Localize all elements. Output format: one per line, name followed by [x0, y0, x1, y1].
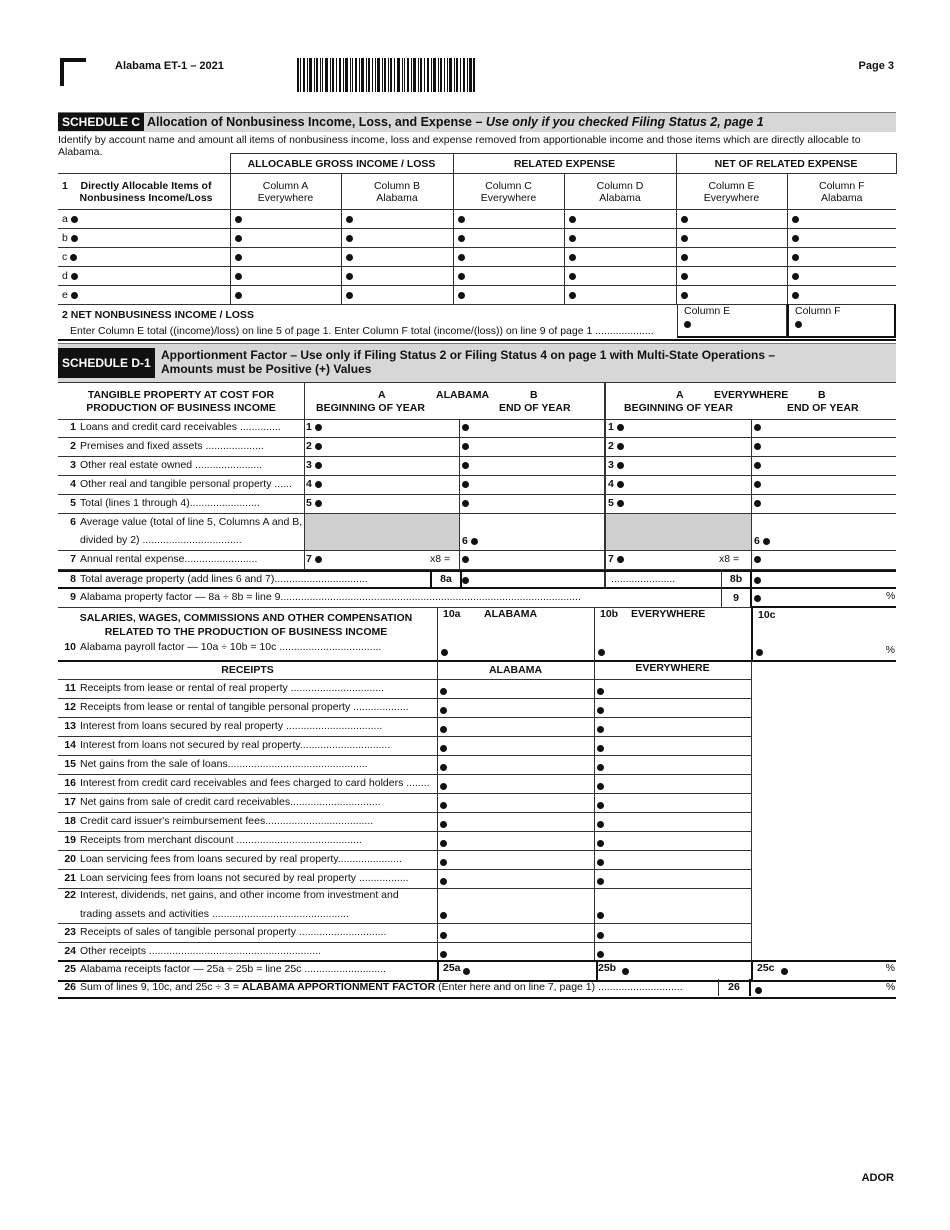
line-15-everywhere[interactable] [597, 761, 604, 773]
barcode-image [297, 58, 475, 92]
line-7-ev-a[interactable]: 7 [608, 553, 624, 565]
form-title: Alabama ET-1 – 2021 [115, 60, 224, 72]
line-7-ev-b[interactable] [754, 553, 761, 565]
page-number: Page 3 [858, 60, 894, 72]
column-a-head: Column A Everywhere [230, 174, 341, 210]
line-19-everywhere[interactable] [597, 837, 604, 849]
line-22-everywhere[interactable] [597, 909, 604, 921]
line-6-al[interactable]: 6 [462, 535, 478, 547]
box-25c[interactable]: 25c % [757, 962, 895, 974]
line-9-value[interactable] [754, 592, 761, 604]
row-e-col-a[interactable] [230, 286, 341, 305]
box-26: 26 [718, 979, 751, 996]
row-d-col-b[interactable] [341, 267, 453, 286]
vline [459, 419, 460, 570]
line-23-everywhere[interactable] [597, 929, 604, 941]
row-d-col-a[interactable] [230, 267, 341, 286]
line-2-al-a[interactable]: 2 [306, 440, 322, 452]
prop-line-5: 5 Total (lines 1 through 4)........................ [58, 495, 896, 514]
line-12-everywhere[interactable] [597, 704, 604, 716]
row-e-col-e[interactable] [676, 286, 787, 305]
line-23-alabama[interactable] [440, 929, 447, 941]
prop-line-8: 8 Total average property (add lines 6 and 7)................................ 8a ...................... 8b [58, 570, 896, 589]
row-b-col-f[interactable] [787, 229, 896, 248]
line-24-alabama[interactable] [440, 948, 447, 960]
receipt-line-14: 14 Interest from loans not secured by real property............................... [58, 737, 751, 756]
column-f-head: Column F Alabama [787, 174, 896, 210]
row-b-col-b[interactable] [341, 229, 453, 248]
receipt-line-22: 22 Interest, dividends, net gains, and other income from investment and trading assets and activities ............................................... [58, 887, 751, 924]
line-5-al-a[interactable]: 5 [306, 497, 322, 509]
schedule-d1-title-1: Apportionment Factor – Use only if Filing Status 2 or Filing Status 4 on page 1 with Multi-State Operations – [161, 348, 776, 362]
line-17-alabama[interactable] [440, 799, 447, 811]
line-10: 10 Alabama payroll factor — 10a ÷ 10b = 10c ................................... [64, 641, 382, 653]
line-2-ev-b[interactable] [754, 440, 761, 452]
prop-line-4: 4 Other real and tangible personal property ...... [58, 476, 896, 495]
line-12-alabama[interactable] [440, 704, 447, 716]
everywhere-head: EVERYWHERE [714, 389, 789, 401]
vline [751, 660, 752, 960]
row-a-col-a[interactable] [230, 210, 341, 229]
column-b-head: Column B Alabama [341, 174, 453, 210]
footer-agency: ADOR [861, 1172, 894, 1184]
receipt-line-20: 20 Loan servicing fees from loans secured by real property...................... [58, 851, 751, 870]
line-8b-leader: ...................... [611, 573, 676, 585]
row-c-col-f[interactable] [787, 248, 896, 267]
line-5-ev-a[interactable]: 5 [608, 497, 624, 509]
line-7-al-b[interactable] [462, 553, 469, 565]
receipt-line-12: 12 Receipts from lease or rental of tangible personal property ................... [58, 699, 751, 718]
row-a-col-e[interactable] [676, 210, 787, 229]
line-8b-value[interactable] [754, 574, 761, 586]
receipts-head: RECEIPTS [221, 664, 274, 676]
row-c-col-c[interactable] [453, 248, 564, 267]
row-c-col-d[interactable] [564, 248, 676, 267]
schedule-c-header [58, 112, 896, 132]
schedule-d1-title-2: Amounts must be Positive (+) Values [161, 362, 372, 376]
line-2-text: Enter Column E total ((income)/loss) on line 5 of page 1. Enter Column F total (income/(loss)) on line 9 of page 1 .................... [70, 325, 654, 337]
row-b-col-a[interactable] [230, 229, 341, 248]
box-8b: 8b [721, 570, 752, 589]
line-16-everywhere[interactable] [597, 780, 604, 792]
row-c-col-a[interactable] [230, 248, 341, 267]
line-3-ev-a[interactable]: 3 [608, 459, 624, 471]
row-e-col-b[interactable] [341, 286, 453, 305]
line-24-everywhere[interactable] [597, 948, 604, 960]
line-1-label: Directly Allocable Items of Nonbusiness Income/Loss [79, 179, 213, 204]
row-d-col-c[interactable] [453, 267, 564, 286]
prop-line-7: 7 Annual rental expense......................... x8 = x8 = [58, 551, 896, 570]
row-a: a [58, 210, 896, 229]
property-head-2: PRODUCTION OF BUSINESS INCOME [86, 402, 276, 414]
receipt-line-11: 11 Receipts from lease or rental of real property ................................ [58, 680, 751, 699]
line-4-ev-b[interactable] [754, 478, 761, 490]
line-8a-value[interactable] [462, 574, 469, 586]
receipt-line-18: 18 Credit card issuer's reimbursement fees..................................... [58, 813, 751, 832]
receipt-line-15: 15 Net gains from the sale of loans................................................ [58, 756, 751, 775]
schedule-c-title: Allocation of Nonbusiness Income, Loss, and Expense – [146, 115, 486, 129]
line-26-percent: % [886, 981, 896, 993]
property-head-1: TANGIBLE PROPERTY AT COST FOR [87, 389, 275, 401]
row-c-col-e[interactable] [676, 248, 787, 267]
receipt-line-19: 19 Receipts from merchant discount ........................................... [58, 832, 751, 851]
row-a-col-d[interactable] [564, 210, 676, 229]
line-4-al-a[interactable]: 4 [306, 478, 322, 490]
line-2-al-b[interactable] [462, 440, 469, 452]
line-13-alabama[interactable] [440, 723, 447, 735]
row-b-col-c[interactable] [453, 229, 564, 248]
ev-col-a: A [676, 389, 684, 401]
row-d-col-d[interactable] [564, 267, 676, 286]
receipts-alabama-head: ALABAMA [488, 664, 543, 676]
row-a-col-b[interactable] [341, 210, 453, 229]
line-11-everywhere[interactable] [597, 685, 604, 697]
line-5-al-b[interactable] [462, 497, 469, 509]
x8-al: x8 = [430, 553, 451, 565]
row-b-col-e[interactable] [676, 229, 787, 248]
column-d-head: Column D Alabama [564, 174, 676, 210]
ev-boy: BEGINNING OF YEAR [624, 402, 733, 414]
al-col-a: A [378, 389, 386, 401]
column-e-head: Column E Everywhere [676, 174, 787, 210]
divider [58, 660, 896, 662]
row-b: b [58, 229, 896, 248]
row-d-col-e[interactable] [676, 267, 787, 286]
line-1-al-a[interactable]: 1 [306, 421, 322, 433]
line-21-alabama[interactable] [440, 875, 447, 887]
prop-line-1: 1 Loans and credit card receivables .............. [58, 419, 896, 438]
line-6-ev[interactable]: 6 [754, 535, 770, 547]
divider [58, 339, 896, 341]
vline [751, 419, 752, 570]
line-1-number: 1 [62, 179, 68, 192]
line-17-everywhere[interactable] [597, 799, 604, 811]
vline [437, 608, 438, 960]
receipt-line-17: 17 Net gains from sale of credit card receivables............................... [58, 794, 751, 813]
schedule-c-tag: SCHEDULE C [58, 113, 144, 131]
property-header [58, 382, 896, 420]
receipts-everywhere-head: EVERYWHERE [635, 662, 710, 674]
line-5-ev-b[interactable] [754, 497, 761, 509]
line-14-everywhere[interactable] [597, 742, 604, 754]
row-a-col-f[interactable] [787, 210, 896, 229]
row-e-col-c[interactable] [453, 286, 564, 305]
line-3-al-a[interactable]: 3 [306, 459, 322, 471]
line-18-everywhere[interactable] [597, 818, 604, 830]
schedule-c-note: Use only if you checked Filing Status 2, page 1 [485, 115, 764, 129]
line-2-column-f[interactable]: Column F [787, 304, 896, 338]
alabama-head: ALABAMA [436, 389, 490, 401]
line-3-ev-b[interactable] [754, 459, 761, 471]
box-10b[interactable]: 10b EVERYWHERE [594, 608, 752, 660]
receipt-line-21: 21 Loan servicing fees from loans not secured by real property ................. [58, 870, 751, 889]
line-9-percent: % [886, 590, 896, 602]
row-e: e [58, 286, 896, 305]
vline [304, 382, 305, 570]
corner-mark [60, 58, 86, 86]
group-net: NET OF RELATED EXPENSE [676, 154, 896, 174]
receipt-line-16: 16 Interest from credit card receivables and fees charged to card holders ........ [58, 775, 751, 794]
schedule-d1-header [58, 343, 896, 382]
line-4-ev-a[interactable]: 4 [608, 478, 624, 490]
row-c-col-b[interactable] [341, 248, 453, 267]
line-13-everywhere[interactable] [597, 723, 604, 735]
receipt-line-23: 23 Receipts of sales of tangible personal property .............................. [58, 924, 751, 943]
salaries-head-2: RELATED TO THE PRODUCTION OF BUSINESS INCOME [104, 626, 388, 638]
salaries-head-1: SALARIES, WAGES, COMMISSIONS AND OTHER COMPENSATION [79, 612, 413, 624]
vline [604, 382, 606, 589]
line-1-al-b[interactable] [462, 421, 469, 433]
vline [594, 608, 595, 960]
box-10c[interactable]: 10c % [751, 606, 896, 660]
al-eoy: END OF YEAR [499, 402, 571, 414]
line-18-alabama[interactable] [440, 818, 447, 830]
receipt-line-24: 24 Other receipts ........................................................... [58, 943, 751, 960]
row-b-col-d[interactable] [564, 229, 676, 248]
line-2-column-e[interactable]: Column E [677, 304, 787, 338]
prop-line-3: 3 Other real estate owned ....................... [58, 457, 896, 476]
box-9: 9 [721, 589, 752, 607]
x8-ev: x8 = [719, 553, 740, 565]
line-26-value[interactable] [755, 984, 762, 996]
line-2-ev-a[interactable]: 2 [608, 440, 624, 452]
prop-line-6: 6 Average value (total of line 5, Columns A and B, divided by 2) .................................. [58, 514, 896, 551]
line-7-al-a[interactable]: 7 [306, 553, 322, 565]
column-c-head: Column C Everywhere [453, 174, 564, 210]
line-20-alabama[interactable] [440, 856, 447, 868]
row-e-col-d[interactable] [564, 286, 676, 305]
line-2-title: 2 NET NONBUSINESS INCOME / LOSS [62, 309, 254, 321]
ev-col-b: B [818, 389, 826, 401]
receipt-line-25: 25 Alabama receipts factor — 25a ÷ 25b = line 25c ............................ 25a 25b 25c % [58, 960, 896, 982]
row-d-col-f[interactable] [787, 267, 896, 286]
line-1-ev-b[interactable] [754, 421, 761, 433]
line-3-al-b[interactable] [462, 459, 469, 471]
prop-line-9: 9 Alabama property factor — 8a ÷ 8b = line 9....................................................................................................... 9 % [58, 589, 896, 608]
line-4-al-b[interactable] [462, 478, 469, 490]
line-26: 26 Sum of lines 9, 10c, and 25c ÷ 3 = ALABAMA APPORTIONMENT FACTOR (Enter here and on line 7, page 1) ............................. 26 % [58, 980, 896, 999]
prop-line-2: 2 Premises and fixed assets .................... [58, 438, 896, 457]
box-25b[interactable]: 25b [596, 960, 753, 980]
group-related-expense: RELATED EXPENSE [453, 154, 676, 174]
row-d: d [58, 267, 896, 286]
group-allocable: ALLOCABLE GROSS INCOME / LOSS [230, 154, 453, 174]
receipt-line-13: 13 Interest from loans secured by real property ................................. [58, 718, 751, 737]
line-19-alabama[interactable] [440, 837, 447, 849]
box-8a: 8a [430, 570, 462, 589]
ev-eoy: END OF YEAR [787, 402, 859, 414]
line-16-alabama[interactable] [440, 780, 447, 792]
schedule-c-table [58, 153, 897, 305]
line-21-everywhere[interactable] [597, 875, 604, 887]
schedule-c-instruction: Identify by account name and amount all items of nonbusiness income, loss and expense removed from apportionable income and those items which are directly allocable to Alabama. [58, 134, 861, 158]
box-10a[interactable]: 10a ALABAMA [437, 608, 595, 660]
line-15-alabama[interactable] [440, 761, 447, 773]
line-1-ev-a[interactable]: 1 [608, 421, 624, 433]
line-14-alabama[interactable] [440, 742, 447, 754]
box-25a[interactable]: 25a [437, 960, 598, 980]
line-22-alabama[interactable] [440, 909, 447, 921]
line-11-alabama[interactable] [440, 685, 447, 697]
row-a-col-c[interactable] [453, 210, 564, 229]
schedule-d1-tag: SCHEDULE D-1 [58, 348, 155, 378]
row-c: c [58, 248, 896, 267]
al-col-b: B [530, 389, 538, 401]
row-e-col-f[interactable] [787, 286, 896, 305]
al-boy: BEGINNING OF YEAR [316, 402, 425, 414]
line-20-everywhere[interactable] [597, 856, 604, 868]
